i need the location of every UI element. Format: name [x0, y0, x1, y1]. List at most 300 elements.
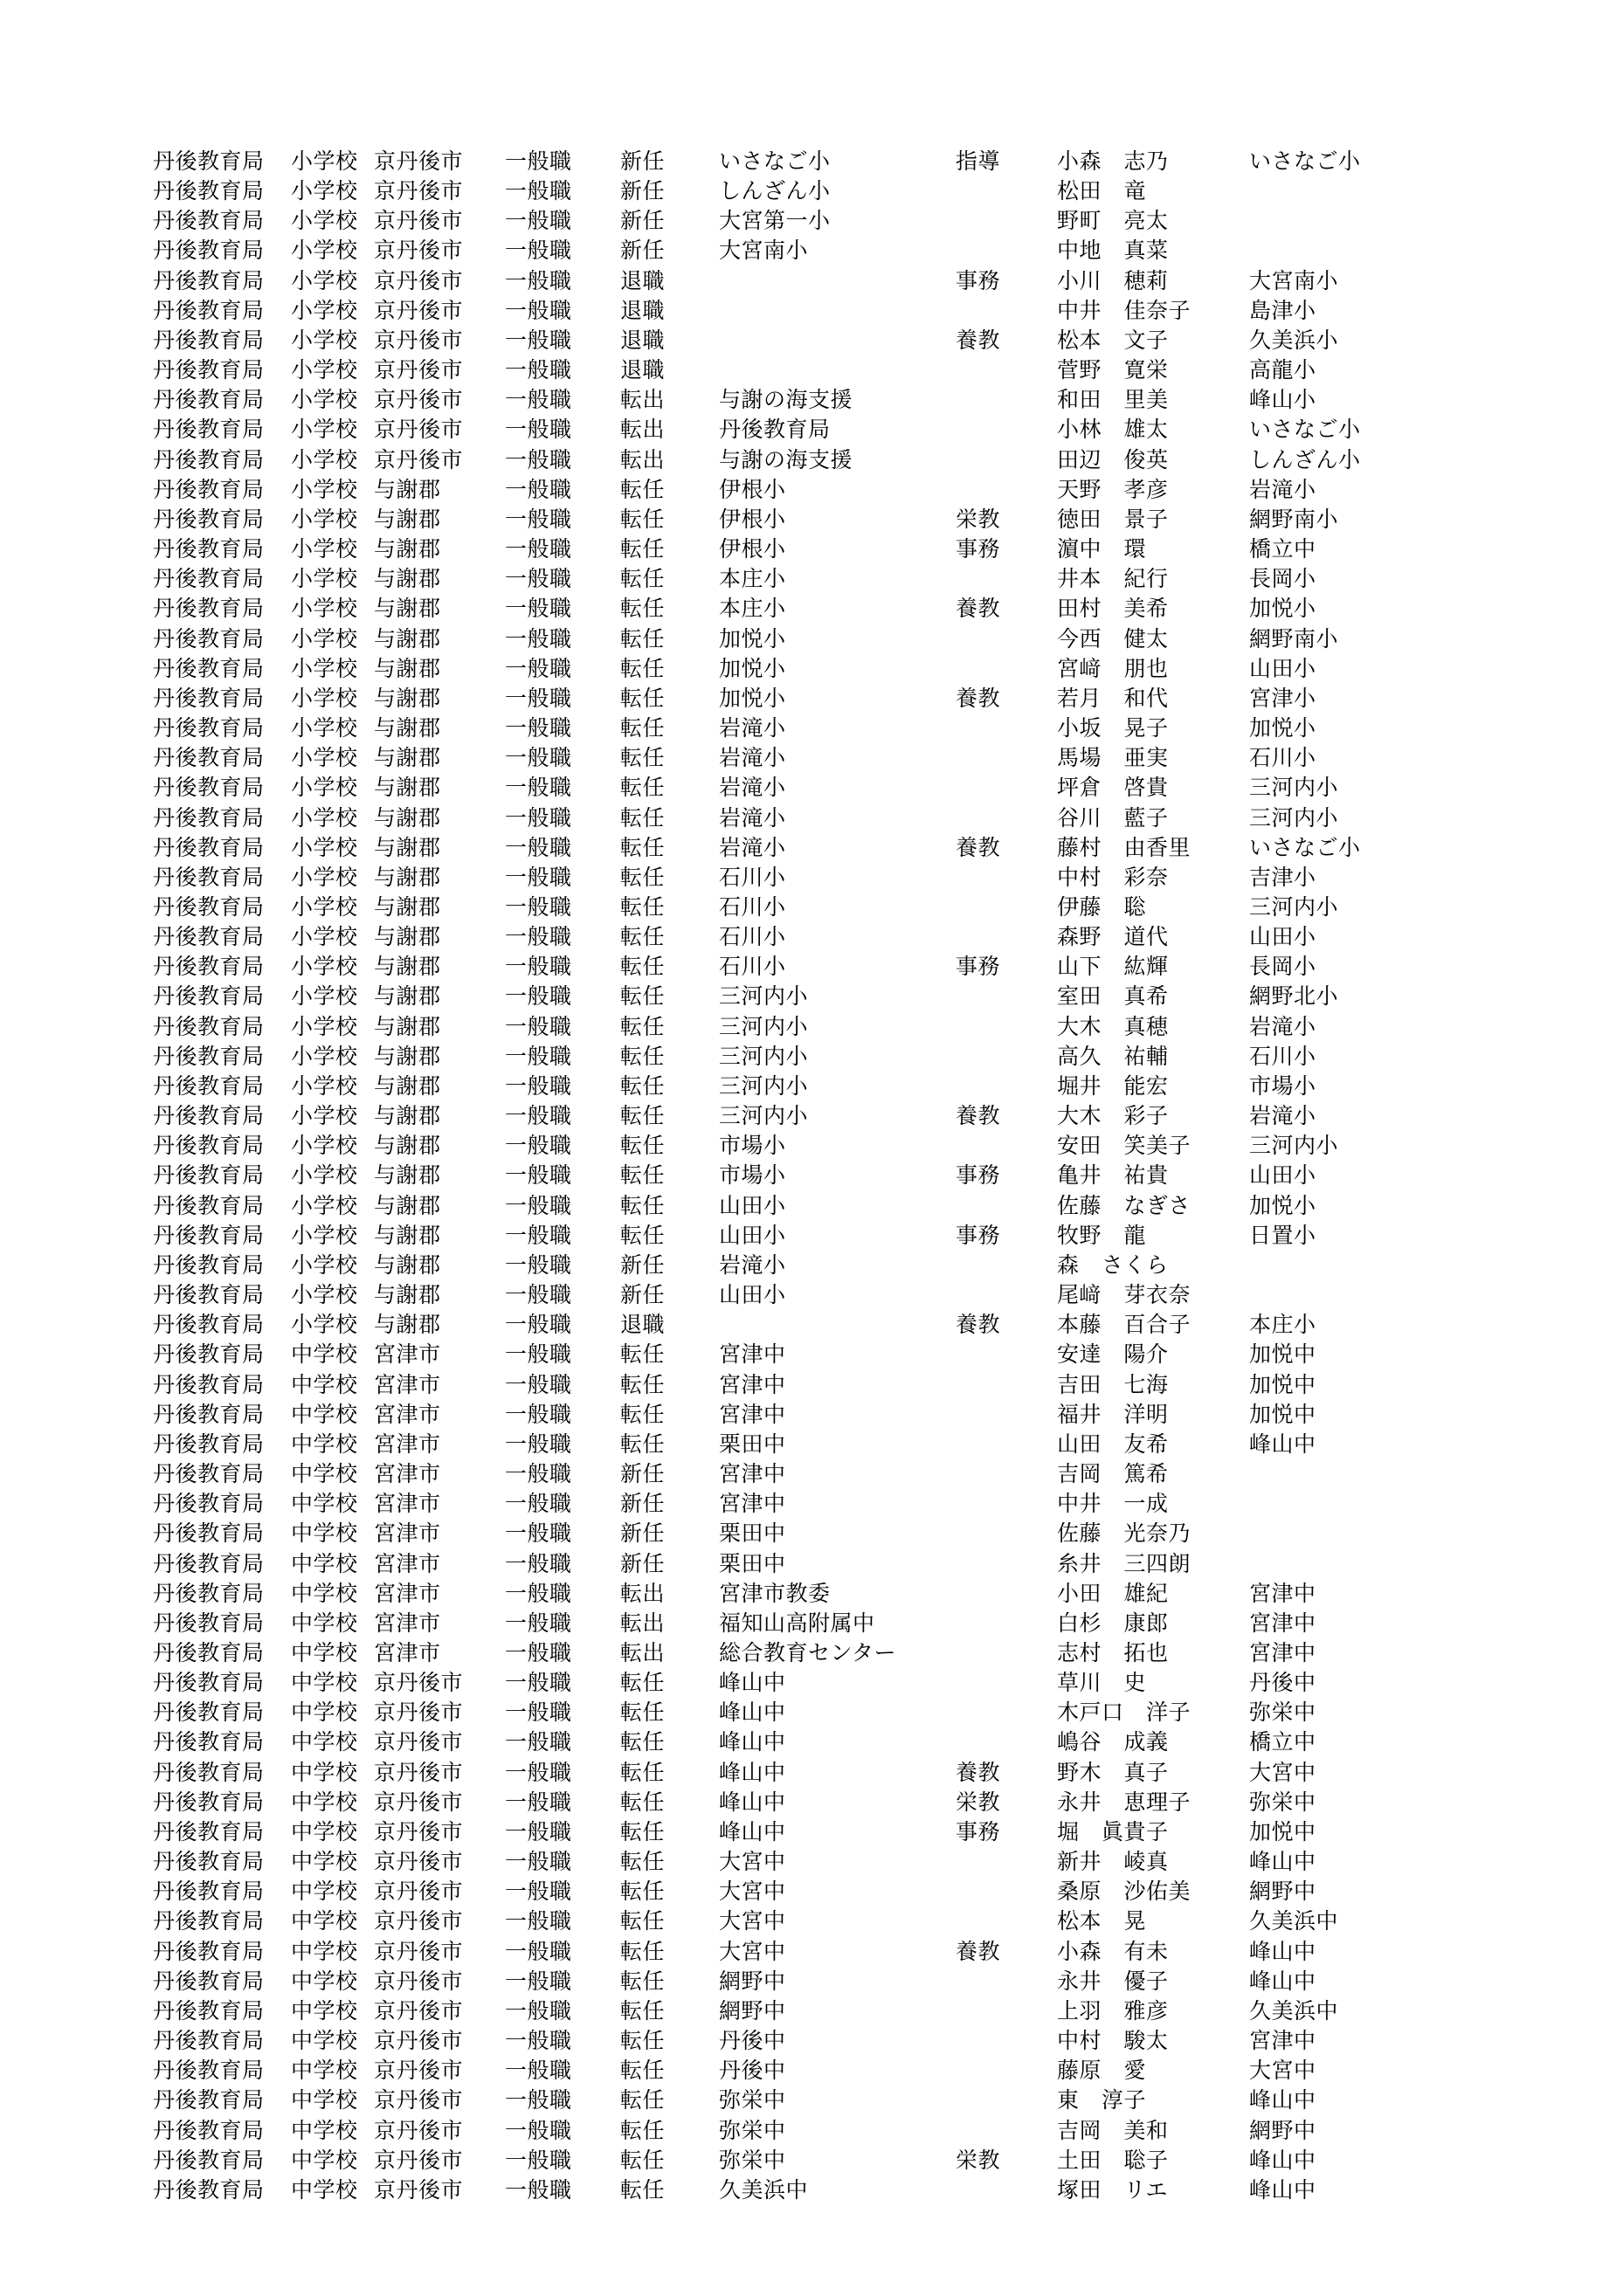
cell-new-school: 総合教育センター — [719, 1641, 897, 1665]
cell-role: 事務 — [956, 1223, 1001, 1248]
cell-new-school: 岩滝小 — [719, 776, 786, 801]
cell-previous-school: 橋立中 — [1249, 537, 1316, 562]
table-row — [0, 2086, 1623, 2115]
table-row — [0, 1727, 1623, 1757]
cell-bureau: 丹後教育局 — [153, 238, 265, 264]
cell-move-type: 転任 — [620, 1134, 666, 1159]
cell-move-type: 新任 — [620, 1492, 666, 1517]
cell-city: 与謝郡 — [374, 596, 441, 622]
table-row — [0, 534, 1623, 564]
cell-school-type: 中学校 — [291, 1372, 358, 1397]
cell-new-school: 岩滝小 — [719, 805, 786, 831]
cell-school-type: 小学校 — [291, 328, 358, 353]
cell-city: 与謝郡 — [374, 507, 441, 532]
cell-school-type: 小学校 — [291, 268, 358, 293]
cell-bureau: 丹後教育局 — [153, 1879, 265, 1905]
cell-bureau: 丹後教育局 — [153, 1104, 265, 1129]
cell-person-name: 草川 史 — [1057, 1671, 1147, 1696]
cell-bureau: 丹後教育局 — [153, 1551, 265, 1576]
cell-move-type: 新任 — [620, 1283, 666, 1308]
cell-city: 京丹後市 — [374, 417, 464, 443]
cell-new-school: 峰山中 — [719, 1700, 786, 1726]
cell-bureau: 丹後教育局 — [153, 1283, 265, 1308]
cell-previous-school: 久美浜中 — [1249, 1909, 1339, 1934]
cell-person-name: 牧野 龍 — [1057, 1223, 1147, 1248]
cell-new-school: いさなご小 — [719, 149, 831, 174]
cell-person-name: 天野 孝彦 — [1057, 477, 1169, 502]
table-row — [0, 1549, 1623, 1579]
cell-bureau: 丹後教育局 — [153, 1492, 265, 1517]
table-row — [0, 1191, 1623, 1221]
cell-city: 京丹後市 — [374, 179, 464, 204]
cell-move-type: 転任 — [620, 716, 666, 741]
cell-previous-school: 峰山中 — [1249, 1850, 1316, 1875]
cell-person-name: 谷川 藍子 — [1057, 805, 1169, 831]
table-row — [0, 1877, 1623, 1906]
cell-bureau: 丹後教育局 — [153, 1819, 265, 1844]
table-row — [0, 1072, 1623, 1101]
table-row — [0, 147, 1623, 176]
cell-move-type: 退職 — [620, 358, 666, 383]
cell-previous-school: 大宮南小 — [1249, 268, 1339, 293]
cell-move-type: 転出 — [620, 388, 666, 413]
cell-move-type: 転任 — [620, 1671, 666, 1696]
cell-person-name: 坪倉 啓貴 — [1057, 776, 1169, 801]
cell-school-type: 中学校 — [291, 1551, 358, 1576]
cell-new-school: 峰山中 — [719, 1789, 786, 1815]
cell-move-type: 退職 — [620, 1313, 666, 1338]
cell-move-type: 転出 — [620, 447, 666, 472]
cell-person-name: 亀井 祐貴 — [1057, 1163, 1169, 1189]
cell-previous-school: 峰山中 — [1249, 2088, 1316, 2113]
cell-job-class: 一般職 — [505, 477, 572, 502]
cell-city: 宮津市 — [374, 1492, 441, 1517]
cell-person-name: 桑原 沙佑美 — [1057, 1879, 1191, 1905]
cell-bureau: 丹後教育局 — [153, 984, 265, 1010]
cell-school-type: 小学校 — [291, 1223, 358, 1248]
cell-person-name: 塚田 リエ — [1057, 2177, 1169, 2203]
cell-bureau: 丹後教育局 — [153, 1850, 265, 1875]
cell-new-school: 弥栄中 — [719, 2118, 786, 2143]
cell-new-school: 福知山高附属中 — [719, 1610, 875, 1636]
table-row — [0, 1579, 1623, 1609]
cell-move-type: 転任 — [620, 1342, 666, 1368]
cell-new-school: 伊根小 — [719, 537, 786, 562]
cell-job-class: 一般職 — [505, 1730, 572, 1755]
table-row — [0, 2175, 1623, 2205]
cell-bureau: 丹後教育局 — [153, 1968, 265, 1994]
cell-job-class: 一般職 — [505, 1163, 572, 1189]
table-row — [0, 236, 1623, 265]
cell-person-name: 藤村 由香里 — [1057, 835, 1191, 860]
cell-job-class: 一般職 — [505, 2118, 572, 2143]
cell-bureau: 丹後教育局 — [153, 955, 265, 980]
table-row — [0, 1668, 1623, 1698]
cell-new-school: 与謝の海支援 — [719, 388, 853, 413]
cell-bureau: 丹後教育局 — [153, 298, 265, 323]
cell-new-school: 市場小 — [719, 1134, 786, 1159]
cell-bureau: 丹後教育局 — [153, 537, 265, 562]
cell-move-type: 転任 — [620, 1850, 666, 1875]
cell-move-type: 新任 — [620, 238, 666, 264]
cell-bureau: 丹後教育局 — [153, 358, 265, 383]
cell-city: 京丹後市 — [374, 2177, 464, 2203]
cell-move-type: 退職 — [620, 298, 666, 323]
cell-new-school: 宮津市教委 — [719, 1581, 831, 1606]
cell-person-name: 吉田 七海 — [1057, 1372, 1169, 1397]
cell-person-name: 尾﨑 芽衣奈 — [1057, 1283, 1191, 1308]
cell-person-name: 山田 友希 — [1057, 1431, 1169, 1457]
cell-previous-school: 岩滝小 — [1249, 477, 1316, 502]
cell-bureau: 丹後教育局 — [153, 1073, 265, 1099]
table-row — [0, 893, 1623, 922]
cell-previous-school: 吉津小 — [1249, 865, 1316, 890]
cell-bureau: 丹後教育局 — [153, 1909, 265, 1934]
cell-city: 与謝郡 — [374, 925, 441, 950]
cell-school-type: 中学校 — [291, 2088, 358, 2113]
cell-school-type: 中学校 — [291, 2118, 358, 2143]
cell-person-name: 大木 彩子 — [1057, 1104, 1169, 1129]
cell-job-class: 一般職 — [505, 686, 572, 711]
cell-person-name: 中地 真菜 — [1057, 238, 1169, 264]
table-row — [0, 2026, 1623, 2056]
cell-school-type: 中学校 — [291, 1581, 358, 1606]
cell-city: 与謝郡 — [374, 716, 441, 741]
cell-school-type: 小学校 — [291, 686, 358, 711]
cell-school-type: 中学校 — [291, 1879, 358, 1905]
cell-person-name: 東 淳子 — [1057, 2088, 1147, 2113]
cell-school-type: 中学校 — [291, 2058, 358, 2084]
cell-job-class: 一般職 — [505, 895, 572, 920]
cell-new-school: 山田小 — [719, 1283, 786, 1308]
cell-job-class: 一般職 — [505, 417, 572, 443]
cell-city: 与謝郡 — [374, 835, 441, 860]
cell-bureau: 丹後教育局 — [153, 1760, 265, 1785]
cell-previous-school: 網野南小 — [1249, 626, 1339, 652]
cell-job-class: 一般職 — [505, 596, 572, 622]
cell-school-type: 小学校 — [291, 417, 358, 443]
cell-person-name: 森野 道代 — [1057, 925, 1169, 950]
cell-bureau: 丹後教育局 — [153, 2177, 265, 2203]
cell-job-class: 一般職 — [505, 1998, 572, 2024]
cell-school-type: 小学校 — [291, 1044, 358, 1069]
cell-previous-school: 三河内小 — [1249, 895, 1339, 920]
cell-person-name: 松本 晃 — [1057, 1909, 1147, 1934]
table-row — [0, 355, 1623, 385]
cell-previous-school: 峰山中 — [1249, 1939, 1316, 1964]
cell-new-school: 大宮中 — [719, 1850, 786, 1875]
cell-move-type: 転任 — [620, 1163, 666, 1189]
cell-city: 宮津市 — [374, 1610, 441, 1636]
table-row — [0, 1340, 1623, 1369]
cell-bureau: 丹後教育局 — [153, 865, 265, 890]
cell-previous-school: 石川小 — [1249, 1044, 1316, 1069]
cell-person-name: 菅野 寛栄 — [1057, 358, 1169, 383]
cell-move-type: 転任 — [620, 1819, 666, 1844]
cell-new-school: 大宮第一小 — [719, 209, 831, 234]
cell-previous-school: 網野北小 — [1249, 984, 1339, 1010]
cell-person-name: 佐藤 なぎさ — [1057, 1193, 1191, 1218]
cell-bureau: 丹後教育局 — [153, 895, 265, 920]
cell-school-type: 中学校 — [291, 2029, 358, 2054]
cell-person-name: 志村 拓也 — [1057, 1641, 1169, 1665]
cell-move-type: 転任 — [620, 1789, 666, 1815]
cell-city: 与謝郡 — [374, 656, 441, 681]
cell-person-name: 松田 竜 — [1057, 179, 1147, 204]
cell-bureau: 丹後教育局 — [153, 507, 265, 532]
cell-previous-school: 高龍小 — [1249, 358, 1316, 383]
cell-new-school: 峰山中 — [719, 1671, 786, 1696]
cell-job-class: 一般職 — [505, 1641, 572, 1665]
cell-job-class: 一般職 — [505, 2177, 572, 2203]
cell-bureau: 丹後教育局 — [153, 209, 265, 234]
cell-bureau: 丹後教育局 — [153, 805, 265, 831]
cell-job-class: 一般職 — [505, 835, 572, 860]
cell-person-name: 小坂 晃子 — [1057, 716, 1169, 741]
table-row — [0, 505, 1623, 534]
cell-new-school: 加悦小 — [719, 686, 786, 711]
cell-job-class: 一般職 — [505, 1044, 572, 1069]
cell-move-type: 転任 — [620, 1700, 666, 1726]
cell-previous-school: 峰山中 — [1249, 2148, 1316, 2173]
cell-person-name: 山下 紘輝 — [1057, 955, 1169, 980]
cell-previous-school: 橋立中 — [1249, 1730, 1316, 1755]
cell-city: 京丹後市 — [374, 268, 464, 293]
table-row — [0, 2056, 1623, 2086]
cell-job-class: 一般職 — [505, 1671, 572, 1696]
cell-move-type: 転任 — [620, 895, 666, 920]
cell-school-type: 小学校 — [291, 447, 358, 472]
cell-new-school: 久美浜中 — [719, 2177, 809, 2203]
table-row — [0, 833, 1623, 863]
cell-new-school: 峰山中 — [719, 1730, 786, 1755]
cell-school-type: 小学校 — [291, 984, 358, 1010]
cell-move-type: 転任 — [620, 1044, 666, 1069]
cell-new-school: 岩滝小 — [719, 835, 786, 860]
cell-city: 京丹後市 — [374, 298, 464, 323]
cell-move-type: 転任 — [620, 477, 666, 502]
cell-bureau: 丹後教育局 — [153, 179, 265, 204]
cell-bureau: 丹後教育局 — [153, 1014, 265, 1039]
cell-move-type: 新任 — [620, 1462, 666, 1487]
cell-job-class: 一般職 — [505, 1939, 572, 1964]
cell-school-type: 中学校 — [291, 1939, 358, 1964]
cell-person-name: 安田 笑美子 — [1057, 1134, 1191, 1159]
cell-job-class: 一般職 — [505, 1073, 572, 1099]
cell-school-type: 小学校 — [291, 1134, 358, 1159]
cell-job-class: 一般職 — [505, 149, 572, 174]
cell-bureau: 丹後教育局 — [153, 1641, 265, 1665]
cell-city: 与謝郡 — [374, 1163, 441, 1189]
cell-bureau: 丹後教育局 — [153, 1998, 265, 2024]
cell-move-type: 転任 — [620, 2148, 666, 2173]
cell-move-type: 転任 — [620, 865, 666, 890]
cell-previous-school: 島津小 — [1249, 298, 1316, 323]
cell-move-type: 転任 — [620, 1909, 666, 1934]
cell-person-name: 小林 雄太 — [1057, 417, 1169, 443]
cell-school-type: 小学校 — [291, 865, 358, 890]
cell-city: 与謝郡 — [374, 626, 441, 652]
cell-new-school: 本庄小 — [719, 567, 786, 592]
cell-role: 事務 — [956, 1819, 1001, 1844]
cell-person-name: 佐藤 光奈乃 — [1057, 1521, 1191, 1547]
cell-bureau: 丹後教育局 — [153, 2029, 265, 2054]
cell-city: 宮津市 — [374, 1372, 441, 1397]
cell-move-type: 新任 — [620, 149, 666, 174]
cell-move-type: 退職 — [620, 328, 666, 353]
cell-new-school: 山田小 — [719, 1193, 786, 1218]
table-row — [0, 1996, 1623, 2026]
cell-job-class: 一般職 — [505, 298, 572, 323]
table-row — [0, 1161, 1623, 1190]
cell-role: 養教 — [956, 596, 1001, 622]
cell-bureau: 丹後教育局 — [153, 1163, 265, 1189]
cell-person-name: 中村 彩奈 — [1057, 865, 1169, 890]
cell-city: 京丹後市 — [374, 1968, 464, 1994]
cell-city: 京丹後市 — [374, 1850, 464, 1875]
table-row — [0, 445, 1623, 475]
table-row — [0, 326, 1623, 355]
cell-person-name: 室田 真希 — [1057, 984, 1169, 1010]
cell-school-type: 小学校 — [291, 149, 358, 174]
cell-move-type: 新任 — [620, 1551, 666, 1576]
cell-job-class: 一般職 — [505, 716, 572, 741]
cell-city: 京丹後市 — [374, 447, 464, 472]
cell-previous-school: 加悦中 — [1249, 1342, 1316, 1368]
cell-school-type: 小学校 — [291, 746, 358, 771]
cell-school-type: 小学校 — [291, 388, 358, 413]
cell-city: 京丹後市 — [374, 1789, 464, 1815]
cell-school-type: 中学校 — [291, 1610, 358, 1636]
cell-city: 京丹後市 — [374, 1819, 464, 1844]
cell-job-class: 一般職 — [505, 865, 572, 890]
cell-person-name: 嶋谷 成義 — [1057, 1730, 1169, 1755]
cell-person-name: 中井 佳奈子 — [1057, 298, 1191, 323]
cell-person-name: 堀 眞貴子 — [1057, 1819, 1169, 1844]
cell-school-type: 小学校 — [291, 1283, 358, 1308]
cell-job-class: 一般職 — [505, 1521, 572, 1547]
cell-new-school: 石川小 — [719, 865, 786, 890]
cell-move-type: 新任 — [620, 1521, 666, 1547]
cell-move-type: 転任 — [620, 2058, 666, 2084]
cell-bureau: 丹後教育局 — [153, 149, 265, 174]
cell-person-name: 糸井 三四朗 — [1057, 1551, 1191, 1576]
cell-previous-school: 石川小 — [1249, 746, 1316, 771]
cell-previous-school: 山田小 — [1249, 925, 1316, 950]
cell-new-school: 峰山中 — [719, 1760, 786, 1785]
cell-previous-school: 丹後中 — [1249, 1671, 1316, 1696]
cell-school-type: 中学校 — [291, 1671, 358, 1696]
cell-previous-school: いさなご小 — [1249, 149, 1361, 174]
cell-city: 与謝郡 — [374, 1073, 441, 1099]
cell-new-school: 三河内小 — [719, 1044, 809, 1069]
cell-person-name: 伊藤 聡 — [1057, 895, 1147, 920]
cell-city: 与謝郡 — [374, 1313, 441, 1338]
table-row — [0, 1906, 1623, 1936]
cell-job-class: 一般職 — [505, 2029, 572, 2054]
cell-bureau: 丹後教育局 — [153, 1700, 265, 1726]
cell-new-school: 加悦小 — [719, 626, 786, 652]
cell-bureau: 丹後教育局 — [153, 417, 265, 443]
table-row — [0, 1251, 1623, 1280]
table-row — [0, 415, 1623, 445]
cell-school-type: 小学校 — [291, 209, 358, 234]
cell-move-type: 転任 — [620, 1193, 666, 1218]
table-row — [0, 1101, 1623, 1131]
cell-new-school: 宮津中 — [719, 1372, 786, 1397]
cell-move-type: 転任 — [620, 1073, 666, 1099]
cell-job-class: 一般職 — [505, 1968, 572, 1994]
cell-bureau: 丹後教育局 — [153, 746, 265, 771]
table-row — [0, 863, 1623, 893]
cell-city: 京丹後市 — [374, 1998, 464, 2024]
cell-school-type: 小学校 — [291, 298, 358, 323]
cell-job-class: 一般職 — [505, 1581, 572, 1606]
cell-job-class: 一般職 — [505, 1551, 572, 1576]
cell-move-type: 転任 — [620, 776, 666, 801]
cell-job-class: 一般職 — [505, 179, 572, 204]
cell-school-type: 中学校 — [291, 1521, 358, 1547]
cell-person-name: 宮﨑 朋也 — [1057, 656, 1169, 681]
cell-bureau: 丹後教育局 — [153, 567, 265, 592]
cell-move-type: 転任 — [620, 1939, 666, 1964]
cell-person-name: 中井 一成 — [1057, 1492, 1169, 1517]
cell-job-class: 一般職 — [505, 358, 572, 383]
cell-job-class: 一般職 — [505, 626, 572, 652]
cell-new-school: 石川小 — [719, 895, 786, 920]
cell-new-school: 市場小 — [719, 1163, 786, 1189]
cell-job-class: 一般職 — [505, 2058, 572, 2084]
cell-move-type: 転出 — [620, 1610, 666, 1636]
cell-job-class: 一般職 — [505, 925, 572, 950]
table-row — [0, 1310, 1623, 1340]
cell-move-type: 転任 — [620, 567, 666, 592]
cell-previous-school: 宮津中 — [1249, 1581, 1316, 1606]
cell-move-type: 転任 — [620, 1879, 666, 1905]
cell-new-school: 弥栄中 — [719, 2088, 786, 2113]
cell-previous-school: 宮津中 — [1249, 1641, 1316, 1665]
cell-city: 与謝郡 — [374, 984, 441, 1010]
cell-school-type: 小学校 — [291, 537, 358, 562]
cell-school-type: 小学校 — [291, 358, 358, 383]
cell-city: 宮津市 — [374, 1342, 441, 1368]
cell-city: 京丹後市 — [374, 358, 464, 383]
table-row — [0, 1638, 1623, 1668]
cell-school-type: 小学校 — [291, 1073, 358, 1099]
cell-move-type: 転任 — [620, 2118, 666, 2143]
cell-school-type: 小学校 — [291, 1163, 358, 1189]
cell-new-school: 宮津中 — [719, 1492, 786, 1517]
cell-move-type: 転任 — [620, 1372, 666, 1397]
cell-bureau: 丹後教育局 — [153, 1402, 265, 1427]
cell-move-type: 転任 — [620, 746, 666, 771]
cell-job-class: 一般職 — [505, 2148, 572, 2173]
cell-bureau: 丹後教育局 — [153, 835, 265, 860]
cell-previous-school: いさなご小 — [1249, 417, 1361, 443]
table-row — [0, 922, 1623, 952]
cell-person-name: 安達 陽介 — [1057, 1342, 1169, 1368]
table-row — [0, 952, 1623, 982]
cell-city: 与謝郡 — [374, 1252, 441, 1278]
cell-job-class: 一般職 — [505, 805, 572, 831]
cell-city: 与謝郡 — [374, 865, 441, 890]
cell-person-name: 木戸口 洋子 — [1057, 1700, 1191, 1726]
cell-person-name: 森 さくら — [1057, 1252, 1169, 1278]
cell-previous-school: 長岡小 — [1249, 567, 1316, 592]
cell-new-school: 大宮南小 — [719, 238, 809, 264]
cell-move-type: 転任 — [620, 925, 666, 950]
cell-move-type: 新任 — [620, 209, 666, 234]
